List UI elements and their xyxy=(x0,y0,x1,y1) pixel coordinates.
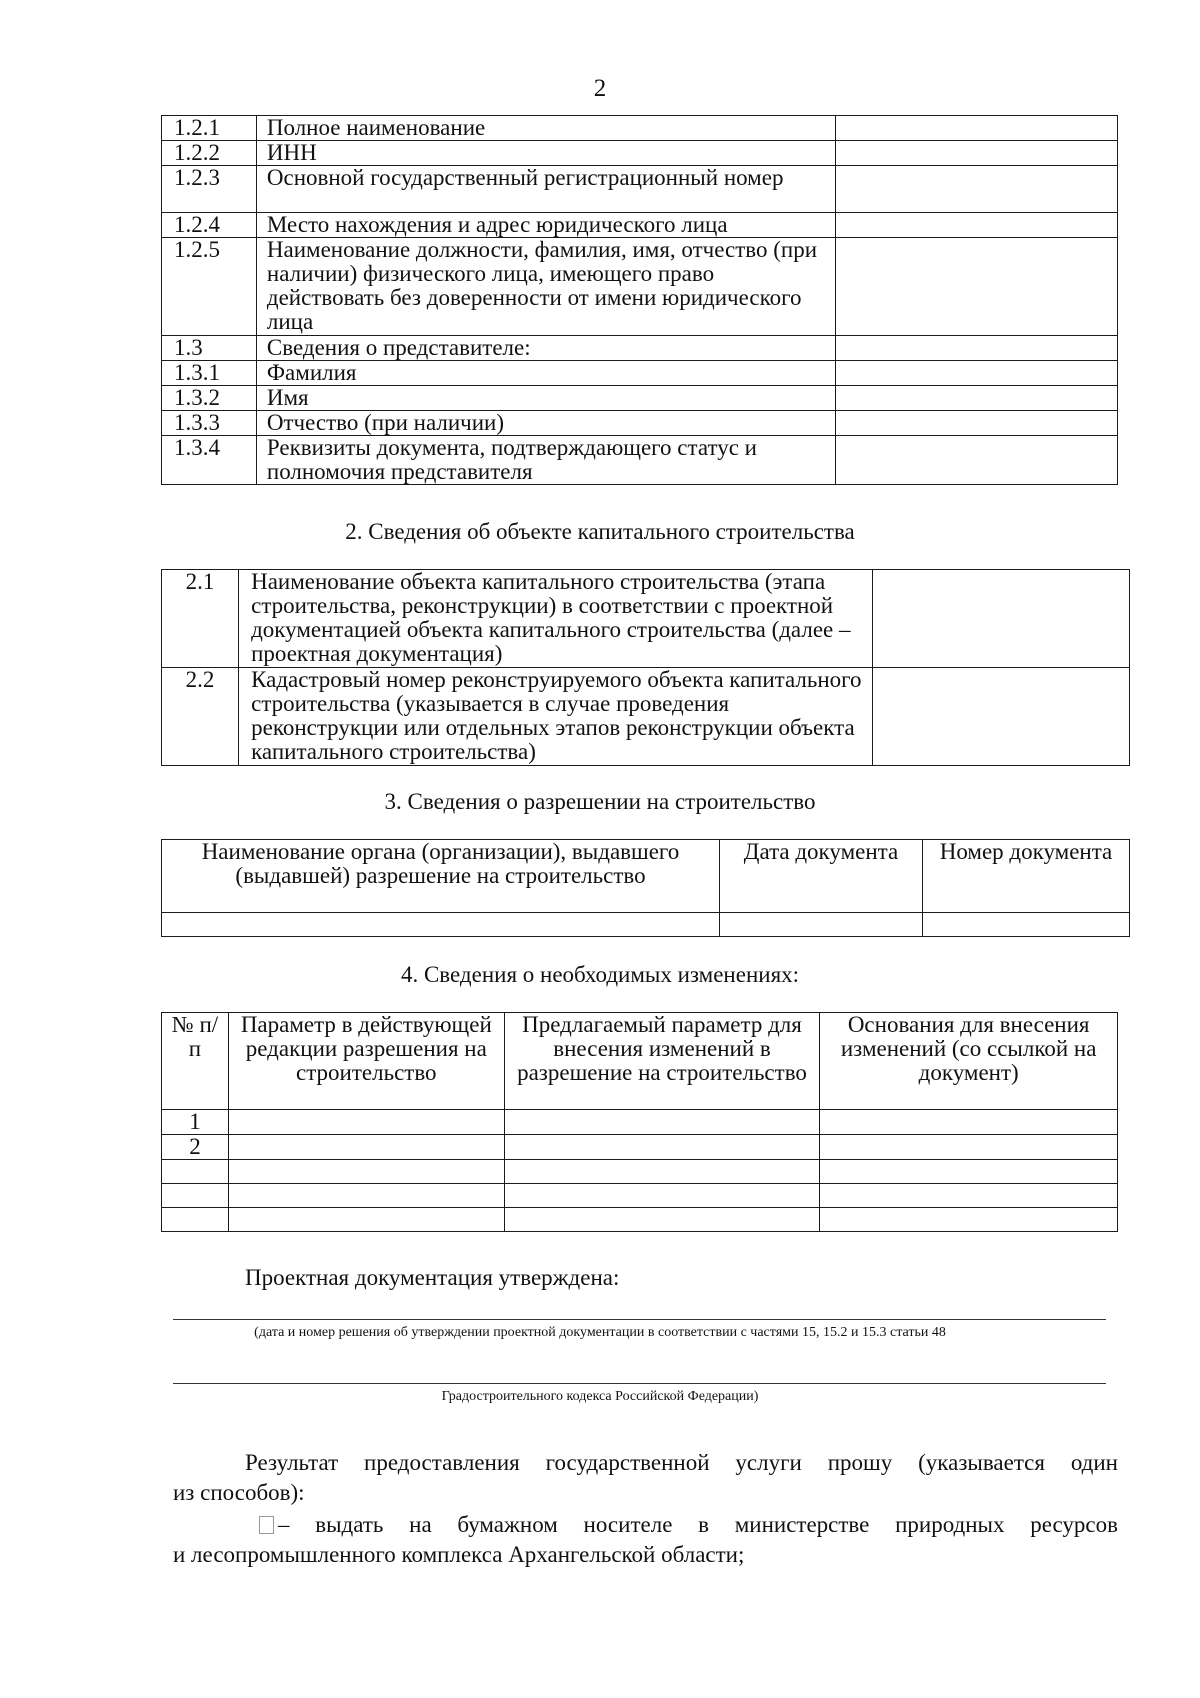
value-cell[interactable] xyxy=(820,1184,1118,1208)
result-option-row xyxy=(173,1513,1118,1537)
row-label: Имя xyxy=(256,386,835,411)
row-label: ИНН xyxy=(256,141,835,166)
table-row xyxy=(162,141,1118,166)
value-cell[interactable] xyxy=(504,1110,820,1135)
result-option-line-1: – выдать на бумажном носителе в министерстве природных ресурсов xyxy=(278,1512,1118,1537)
value-cell[interactable] xyxy=(228,1160,504,1184)
approval-label: Проектная документация утверждена: xyxy=(245,1265,620,1290)
row-number xyxy=(162,1208,229,1232)
row-number: 1.3.4 xyxy=(162,436,257,485)
row-label: Фамилия xyxy=(256,361,835,386)
value-cell[interactable] xyxy=(835,386,1117,411)
table-row xyxy=(162,1160,1118,1184)
table-row xyxy=(162,386,1118,411)
table-row xyxy=(162,570,1130,668)
row-number: 1.3.2 xyxy=(162,386,257,411)
value-cell[interactable] xyxy=(820,1208,1118,1232)
value-cell[interactable] xyxy=(873,668,1130,766)
row-label: Наименование должности, фамилия, имя, отчество (при наличии) физического лица, имеющего право действовать без доверенности от имени юридического лица xyxy=(256,238,835,336)
column-header: № п/п xyxy=(162,1013,229,1110)
value-cell[interactable] xyxy=(873,570,1130,668)
value-cell[interactable] xyxy=(835,361,1117,386)
row-number: 1.2.5 xyxy=(162,238,257,336)
column-header: Наименование органа (организации), выдавшего (выдавшей) разрешение на строительство xyxy=(162,840,720,913)
capital-object-table xyxy=(161,569,1130,766)
applicant-table xyxy=(161,115,1118,485)
table-header-row xyxy=(162,840,1130,913)
value-cell[interactable] xyxy=(835,166,1117,213)
table-header-row xyxy=(162,1013,1118,1110)
row-number: 1.3 xyxy=(162,336,257,361)
approval-date-line[interactable] xyxy=(173,1319,1106,1320)
table-row xyxy=(162,1135,1118,1160)
value-cell[interactable] xyxy=(835,238,1117,336)
table-row xyxy=(162,436,1118,485)
value-cell[interactable] xyxy=(228,1110,504,1135)
permit-table xyxy=(161,839,1130,937)
value-cell[interactable] xyxy=(228,1184,504,1208)
column-header: Предлагаемый параметр для внесения изменений в разрешение на строительство xyxy=(504,1013,820,1110)
value-cell[interactable] xyxy=(504,1184,820,1208)
row-number: 1.2.1 xyxy=(162,116,257,141)
table-row xyxy=(162,238,1118,336)
table-row xyxy=(162,361,1118,386)
table-row xyxy=(162,1208,1118,1232)
row-number: 1.2.4 xyxy=(162,213,257,238)
table-row xyxy=(162,411,1118,436)
row-label: Наименование объекта капитального строительства (этапа строительства, реконструкции) в соответствии с проектной документацией объекта капитального строительства (далее – проектная документация) xyxy=(239,570,873,668)
table-row xyxy=(162,336,1118,361)
approval-caption-1: (дата и номер решения об утверждении проектной документации в соответствии с частями 15, 15.2 и 15.3 статьи 48 xyxy=(254,1325,946,1340)
section-3-title: 3. Сведения о разрешении на строительство xyxy=(384,789,816,814)
row-number xyxy=(162,1160,229,1184)
row-label: Полное наименование xyxy=(256,116,835,141)
value-cell[interactable] xyxy=(835,213,1117,238)
column-header: Параметр в действующей редакции разрешения на строительство xyxy=(228,1013,504,1110)
value-cell[interactable] xyxy=(820,1160,1118,1184)
row-number: 2.2 xyxy=(162,668,239,766)
table-row xyxy=(162,1110,1118,1135)
value-cell[interactable] xyxy=(228,1135,504,1160)
value-cell[interactable] xyxy=(835,436,1117,485)
row-label: Основной государственный регистрационный номер xyxy=(256,166,835,213)
page-number: 2 xyxy=(593,75,607,102)
table-row xyxy=(162,913,1130,937)
row-number: 2 xyxy=(162,1135,229,1160)
value-cell[interactable] xyxy=(835,411,1117,436)
checkbox[interactable] xyxy=(259,1516,274,1534)
row-label: Сведения о представителе: xyxy=(256,336,835,361)
row-number: 2.1 xyxy=(162,570,239,668)
row-label: Место нахождения и адрес юридического лица xyxy=(256,213,835,238)
row-label: Кадастровый номер реконструируемого объекта капитального строительства (указывается в случае проведения реконструкции или отдельных этапов реконструкции объекта капитального строительства) xyxy=(239,668,873,766)
changes-table xyxy=(161,1012,1118,1232)
table-row xyxy=(162,668,1130,766)
table-row xyxy=(162,116,1118,141)
value-cell[interactable] xyxy=(820,1135,1118,1160)
row-number: 1 xyxy=(162,1110,229,1135)
value-cell[interactable] xyxy=(835,116,1117,141)
section-4-title: 4. Сведения о необходимых изменениях: xyxy=(400,962,800,987)
row-number: 1.2.3 xyxy=(162,166,257,213)
value-cell[interactable] xyxy=(504,1160,820,1184)
result-paragraph xyxy=(173,1451,1118,1505)
value-cell[interactable] xyxy=(162,913,720,937)
value-cell[interactable] xyxy=(835,336,1117,361)
row-number: 1.2.2 xyxy=(162,141,257,166)
row-label: Реквизиты документа, подтверждающего статус и полномочия представителя xyxy=(256,436,835,485)
value-cell[interactable] xyxy=(923,913,1130,937)
table-row xyxy=(162,166,1118,213)
column-header: Номер документа xyxy=(923,840,1130,913)
result-option xyxy=(173,1513,1118,1567)
approval-number-line[interactable] xyxy=(173,1383,1106,1384)
approval-caption-2: Градостроительного кодекса Российской Федерации) xyxy=(441,1389,759,1404)
table-row xyxy=(162,1184,1118,1208)
column-header: Дата документа xyxy=(720,840,923,913)
value-cell[interactable] xyxy=(820,1110,1118,1135)
row-number xyxy=(162,1184,229,1208)
section-2-title: 2. Сведения об объекте капитального строительства xyxy=(345,519,855,544)
value-cell[interactable] xyxy=(835,141,1117,166)
row-label: Отчество (при наличии) xyxy=(256,411,835,436)
value-cell[interactable] xyxy=(720,913,923,937)
table-row xyxy=(162,213,1118,238)
result-intro-line-2: из способов): xyxy=(173,1480,305,1505)
value-cell[interactable] xyxy=(504,1135,820,1160)
row-number: 1.3.3 xyxy=(162,411,257,436)
value-cell[interactable] xyxy=(228,1208,504,1232)
value-cell[interactable] xyxy=(504,1208,820,1232)
result-intro-line-1: Результат предоставления государственной услуги прошу (указывается один xyxy=(245,1450,1118,1475)
result-option-line-2: и лесопромышленного комплекса Архангельской области; xyxy=(173,1542,745,1567)
row-number: 1.3.1 xyxy=(162,361,257,386)
column-header: Основания для внесения изменений (со ссылкой на документ) xyxy=(820,1013,1118,1110)
